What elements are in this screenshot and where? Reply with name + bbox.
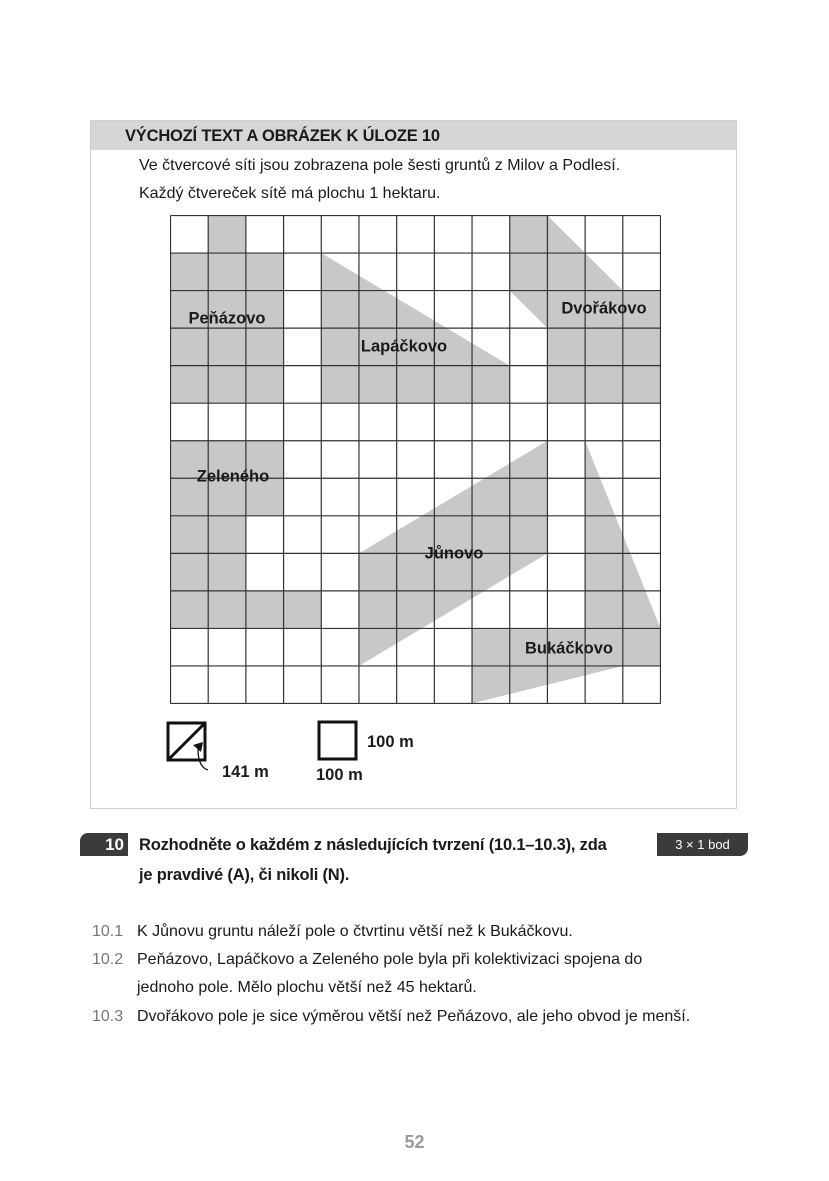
source-box-title: VÝCHOZÍ TEXT A OBRÁZEK K ÚLOZE 10	[125, 127, 440, 145]
statement-10-3	[92, 1008, 690, 1026]
points-badge: 3 × 1 bod	[657, 833, 748, 856]
field-label-bukackovo: Bukáčkovo	[524, 639, 614, 658]
side-length-label-bottom: 100 m	[316, 766, 363, 784]
statement-number: 10.1	[92, 923, 124, 940]
field-label-lapackovo: Lapáčkovo	[360, 337, 448, 356]
unit-square-icon	[315, 718, 360, 763]
field-label-dvorakovo: Dvořákovo	[561, 299, 647, 318]
statement-10-1	[92, 923, 573, 941]
field-grid	[170, 215, 661, 704]
intro-line: Ve čtvercové síti jsou zobrazena pole šesti gruntů z Milov a Podlesí.	[139, 157, 621, 174]
statement-text-continued: jednoho pole. Mělo plochu větší než 45 hektarů.	[137, 979, 477, 996]
task-prompt-line: Rozhodněte o každém z následujících tvrzení (10.1–10.3), zda	[139, 836, 607, 854]
side-length-label-right: 100 m	[367, 733, 414, 751]
statement-number: 10.2	[92, 951, 124, 968]
diagonal-length-label: 141 m	[222, 763, 269, 781]
statement-text: Peňázovo, Lapáčkovo a Zeleného pole byla při kolektivizaci spojena do	[137, 951, 643, 968]
field-label-penazovo: Peňázovo	[188, 309, 266, 328]
field-label-zeleneho: Zeleného	[196, 467, 270, 486]
task-number: 10	[80, 833, 128, 856]
statement-text: Dvořákovo pole je sice výměrou větší než Peňázovo, ale jeho obvod je menší.	[137, 1008, 691, 1025]
statement-10-2	[92, 951, 642, 969]
page-number: 52	[404, 1132, 425, 1152]
intro-line: Každý čtvereček sítě má plochu 1 hektaru.	[139, 185, 441, 202]
statement-number: 10.3	[92, 1008, 124, 1025]
field-label-junovo: Jůnovo	[424, 544, 484, 563]
source-box-header	[91, 121, 736, 150]
statement-text: K Jůnovu gruntu náleží pole o čtvrtinu větší než k Bukáčkovu.	[137, 923, 573, 940]
diagonal-square-icon	[160, 715, 230, 775]
task-prompt-line: je pravdivé (A), či nikoli (N).	[139, 866, 350, 884]
